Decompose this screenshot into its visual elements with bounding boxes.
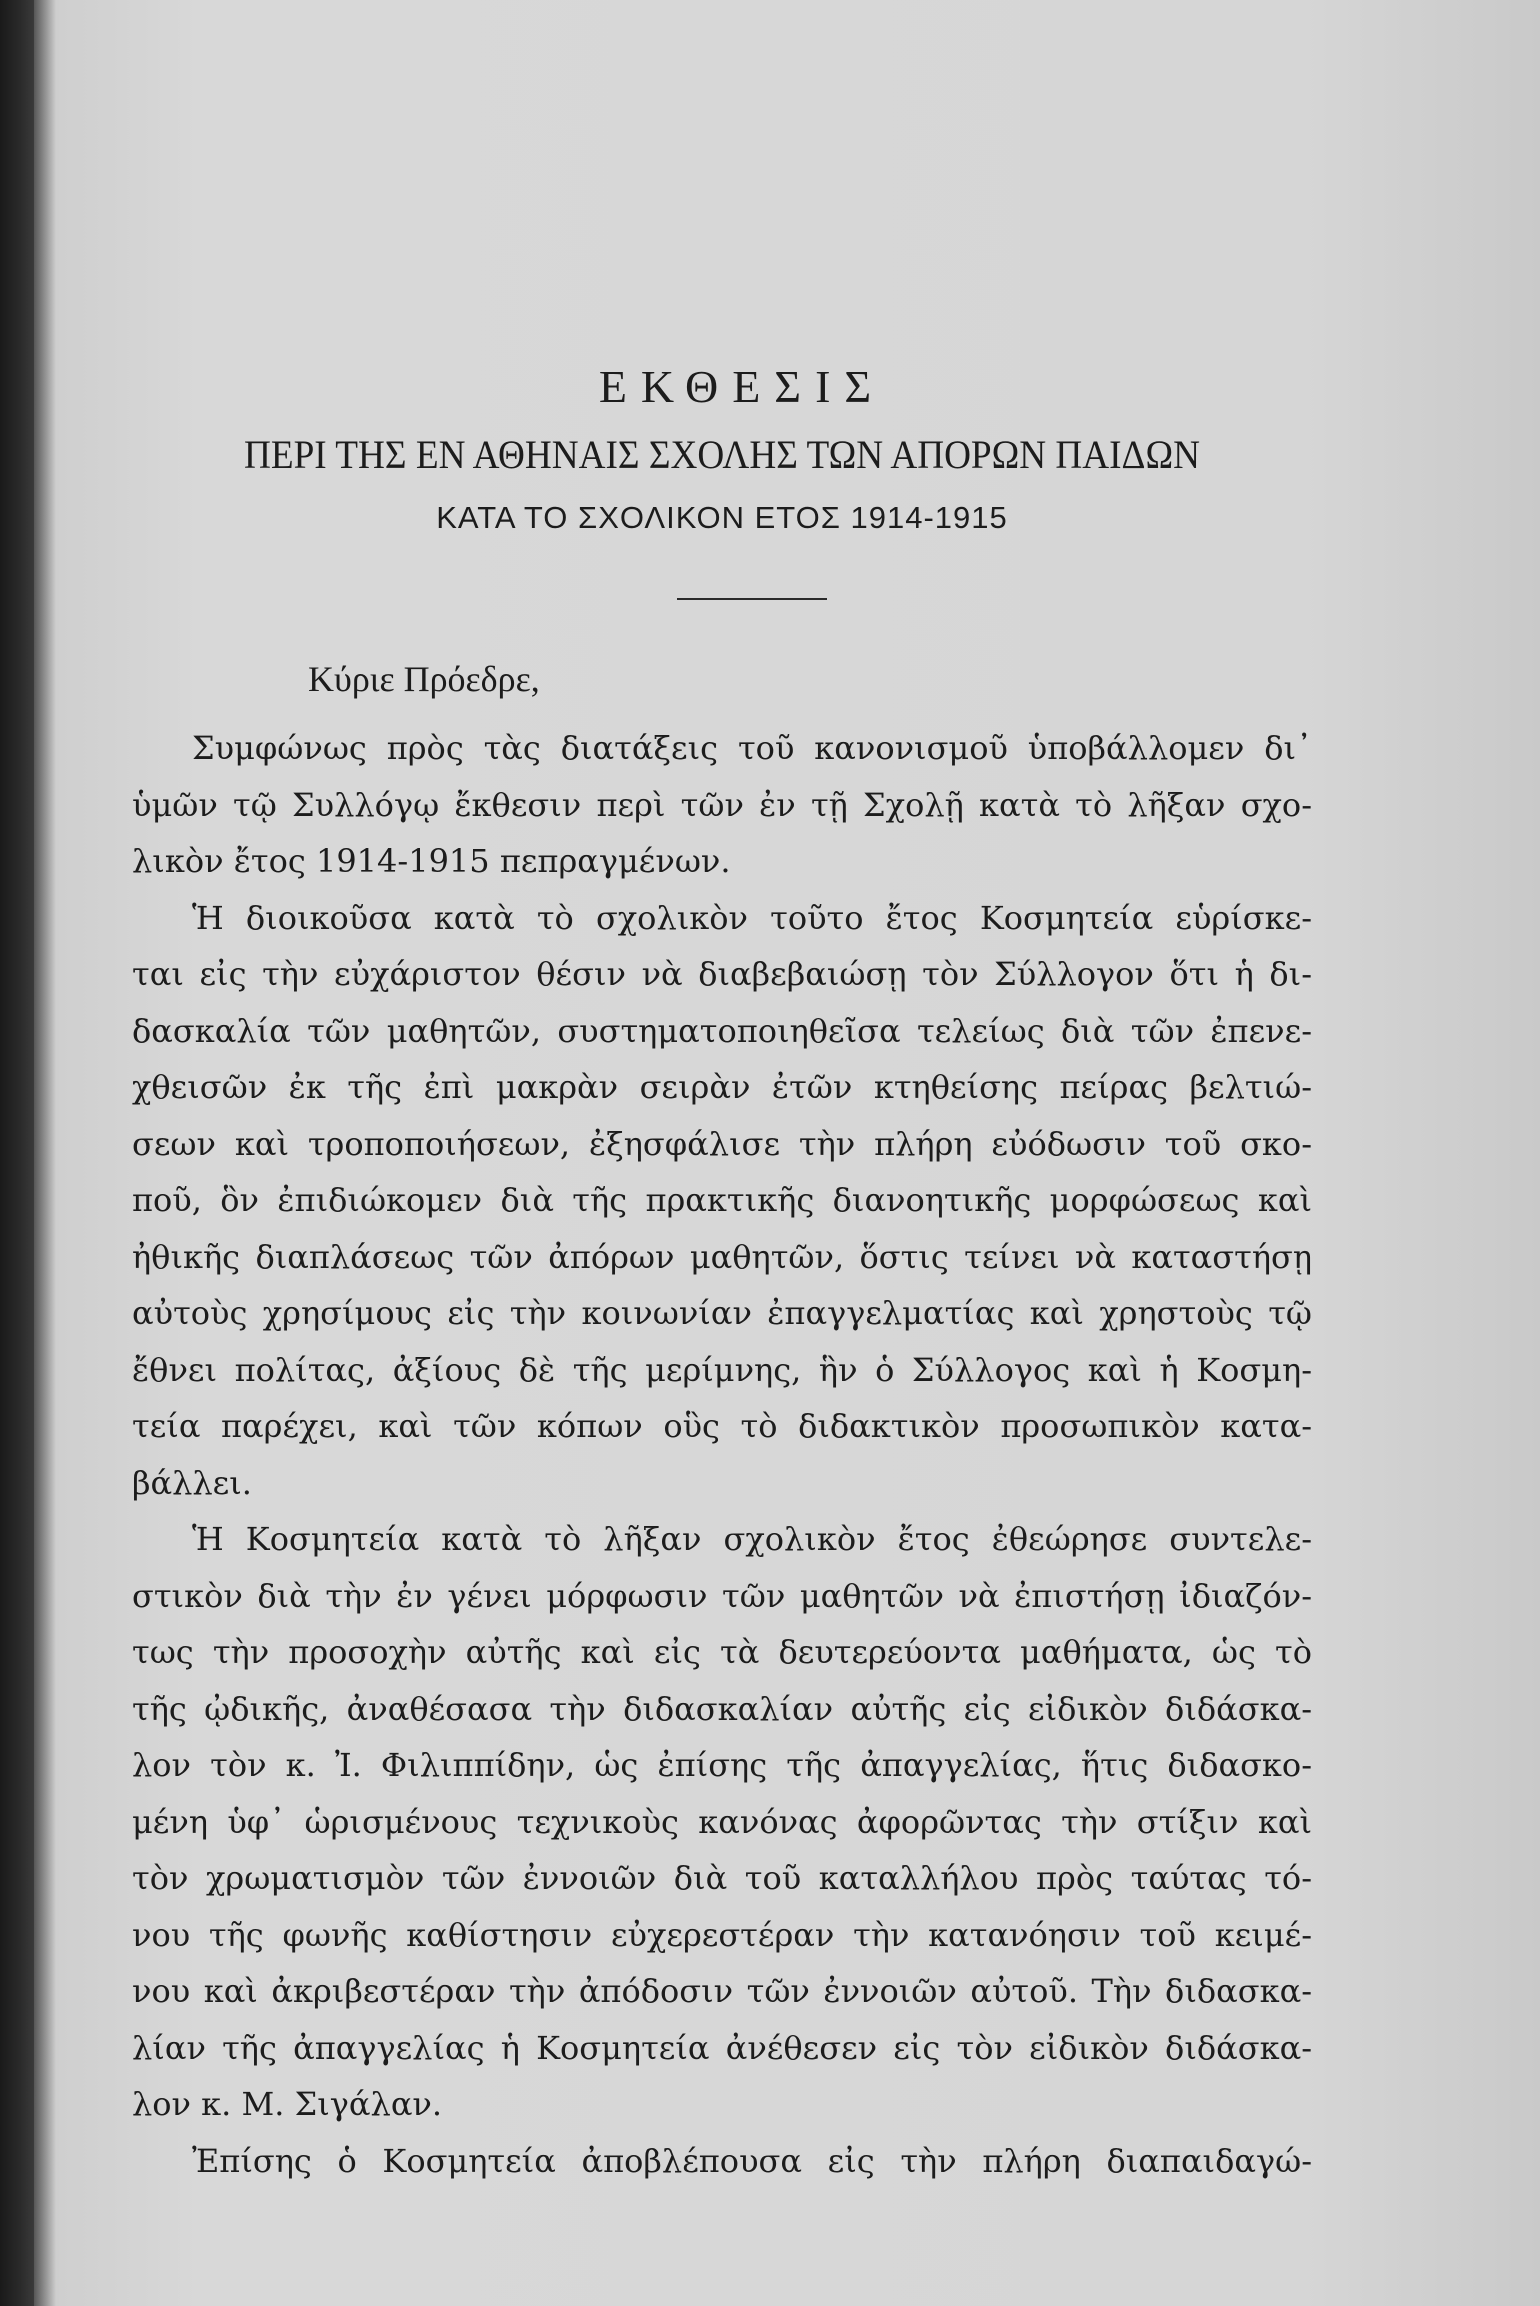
text-line: χθεισῶν ἐκ τῆς ἐπὶ μακρὰν σειρὰν ἐτῶν κτηθείσης πείρας βελτιώ- [132, 1068, 1312, 1106]
text-line: ποῦ, ὃν ἐπιδιώκομεν διὰ τῆς πρακτικῆς διανοητικῆς μορφώσεως καὶ [132, 1181, 1312, 1219]
book-binding-shadow [0, 0, 34, 2306]
text-line: Συμφώνως πρὸς τὰς διατάξεις τοῦ κανονισμοῦ ὑποβάλλομεν δι᾿ [192, 729, 1312, 767]
title-divider [677, 598, 827, 600]
text-line: τεία παρέχει, καὶ τῶν κόπων οὓς τὸ διδακτικὸν προσωπικὸν κατα- [132, 1407, 1312, 1445]
document-title: ΕΚΘΕΣΙΣ [598, 361, 886, 412]
text-line: σεων καὶ τροποποιήσεων, ἐξησφάλισε τὴν πλήρη εὐόδωσιν τοῦ σκο- [132, 1124, 1312, 1163]
text-line: ἔθνει πολίτας, ἀξίους δὲ τῆς μερίμνης, ἣν ὁ Σύλλογος καὶ ἡ Κοσμη- [132, 1350, 1312, 1389]
text-line: Ἡ Κοσμητεία κατὰ τὸ λῆξαν σχολικὸν ἔτος ἐθεώρησε συντελε- [192, 1520, 1312, 1558]
text-line: λον κ. Μ. Σιγάλαν. [132, 2085, 443, 2123]
text-line: μένη ὑφ᾿ ὡρισμένους τεχνικοὺς κανόνας ἀφορῶντας τὴν στίξιν καὶ [132, 1802, 1312, 1841]
text-line: τως τὴν προσοχὴν αὐτῆς καὶ εἰς τὰ δευτερεύοντα μαθήματα, ὡς τὸ [132, 1633, 1312, 1671]
text-line: αὐτοὺς χρησίμους εἰς τὴν κοινωνίαν ἐπαγγελματίας καὶ χρηστοὺς τῷ [132, 1294, 1312, 1332]
document-subtitle-line1: ΠΕΡΙ ΤΗΣ ΕΝ ΑΘΗΝΑΙΣ ΣΧΟΛΗΣ ΤΩΝ ΑΠΟΡΩΝ ΠΑΙΔΩΝ [244, 432, 1200, 477]
gutter-shade [34, 0, 56, 2306]
text-line: τῆς ᾠδικῆς, ἀναθέσασα τὴν διδασκαλίαν αὐτῆς εἰς εἰδικὸν διδάσκα- [132, 1689, 1312, 1728]
text-line: στικὸν διὰ τὴν ἐν γένει μόρφωσιν τῶν μαθητῶν νὰ ἐπιστήσῃ ἰδιαζόν- [132, 1576, 1312, 1615]
text-line: νου τῆς φωνῆς καθίστησιν εὐχερεστέραν τὴν κατανόησιν τοῦ κειμέ- [132, 1915, 1312, 1954]
text-line: νου καὶ ἀκριβεστέραν τὴν ἀπόδοσιν τῶν ἐννοιῶν αὐτοῦ. Τὴν διδασκα- [132, 1972, 1312, 2010]
text-line: τὸν χρωματισμὸν τῶν ἐννοιῶν διὰ τοῦ καταλλήλου πρὸς ταύτας τό- [132, 1859, 1312, 1897]
text-line: λίαν τῆς ἀπαγγελίας ἡ Κοσμητεία ἀνέθεσεν εἰς τὸν εἰδικὸν διδάσκα- [132, 2028, 1312, 2067]
body-text [132, 720, 1312, 2189]
text-line: ται εἰς τὴν εὐχάριστον θέσιν νὰ διαβεβαιώσῃ τὸν Σύλλογον ὅτι ἡ δι- [132, 955, 1312, 993]
text-line: Ἡ διοικοῦσα κατὰ τὸ σχολικὸν τοῦτο ἔτος Κοσμητεία εὑρίσκε- [192, 898, 1312, 937]
document-subtitle-line2: ΚΑΤΑ ΤΟ ΣΧΟΛΙΚΟΝ ΕΤΟΣ 1914-1915 [436, 500, 1008, 535]
text-line: λικὸν ἔτος 1914-1915 πεπραγμένων. [132, 842, 731, 880]
document-text-block [132, 360, 1312, 2189]
text-line: δασκαλία τῶν μαθητῶν, συστηματοποιηθεῖσα τελείως διὰ τῶν ἐπενε- [132, 1011, 1312, 1050]
text-line: ἠθικῆς διαπλάσεως τῶν ἀπόρων μαθητῶν, ὅστις τείνει νὰ καταστήσῃ [132, 1237, 1312, 1276]
text-line: βάλλει. [132, 1463, 252, 1502]
salutation: Κύριε Πρόεδρε, [308, 659, 540, 699]
text-line: Ἐπίσης ὁ Κοσμητεία ἀποβλέπουσα εἰς τὴν πλήρη διαπαιδαγώ- [192, 2141, 1312, 2180]
text-line: λον τὸν κ. Ἰ. Φιλιππίδην, ὡς ἐπίσης τῆς ἀπαγγελίας, ἥτις διδασκο- [132, 1746, 1312, 1784]
text-line: ὑμῶν τῷ Συλλόγῳ ἔκθεσιν περὶ τῶν ἐν τῇ Σχολῇ κατὰ τὸ λῆξαν σχο- [132, 785, 1312, 824]
